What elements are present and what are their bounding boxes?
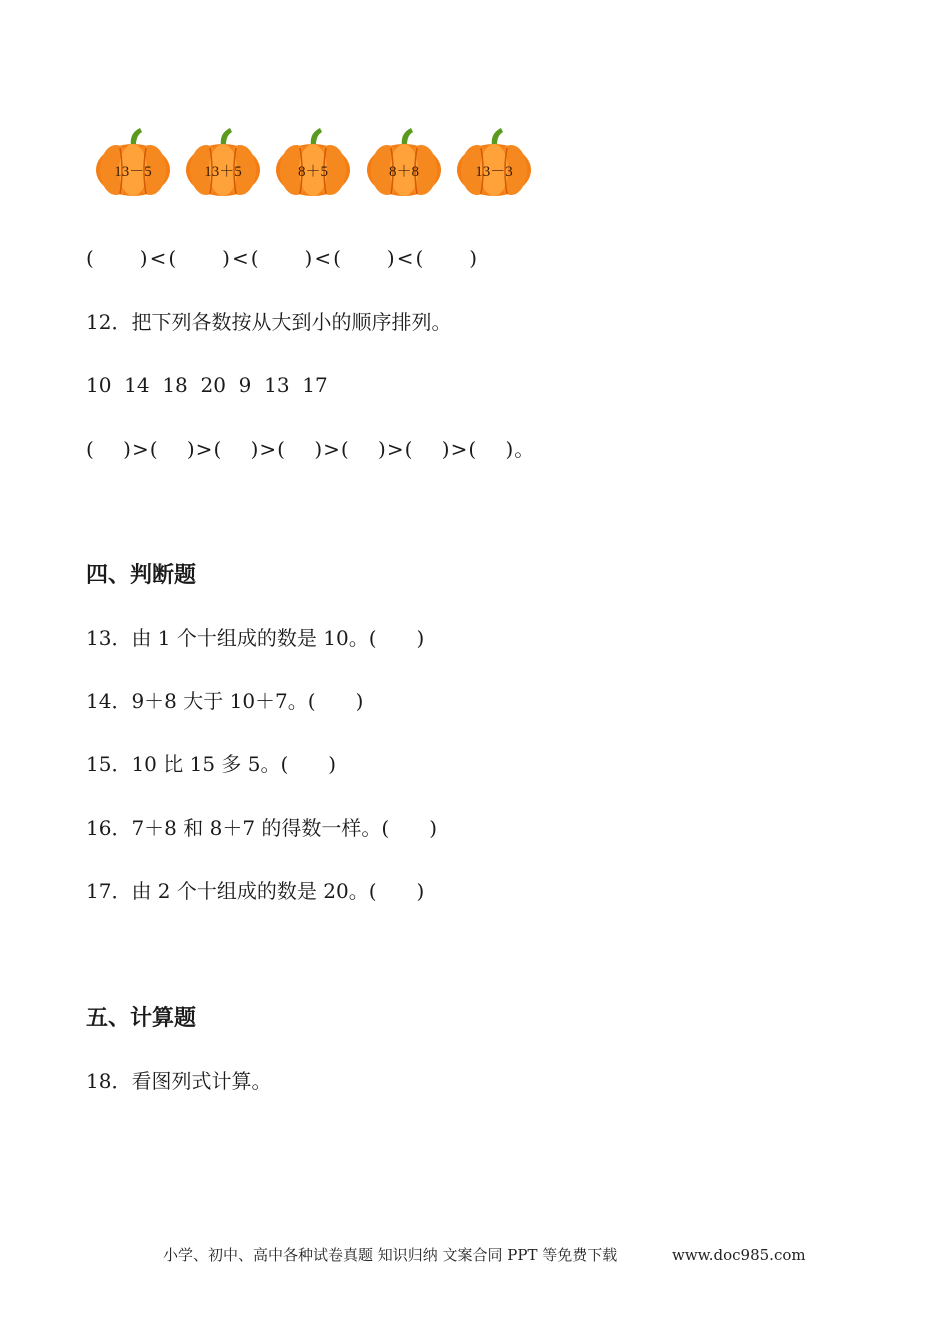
pumpkin-2 — [184, 124, 262, 196]
q14: 14．9＋8 大于 10＋7。( ) — [86, 689, 364, 713]
q17: 17．由 2 个十组成的数是 20。( ) — [86, 879, 425, 903]
q11-answer-line: ( )<( )<( )<( )<( ) — [86, 246, 480, 270]
q15: 15．10 比 15 多 5。( ) — [86, 752, 337, 776]
pumpkin-expression: 8＋8 — [388, 164, 419, 180]
pumpkin-5 — [455, 124, 533, 196]
footer-url[interactable]: www.doc985.com — [672, 1246, 806, 1264]
pumpkin-3 — [274, 124, 352, 196]
q18: 18．看图列式计算。 — [86, 1069, 272, 1093]
q12-prompt: 12．把下列各数按从大到小的顺序排列。 — [86, 310, 452, 334]
pumpkin-1 — [94, 124, 172, 196]
q12-numbers: 10 14 18 20 9 13 17 — [86, 373, 328, 397]
q12-answer-line: ( )>( )>( )>( )>( )>( )>( )。 — [86, 437, 536, 461]
pumpkin-expression: 8＋5 — [297, 164, 328, 180]
pumpkin-expression: 13－5 — [114, 164, 152, 180]
footer-text: 小学、初中、高中各种试卷真题 知识归纳 文案合同 PPT 等免费下载 — [163, 1246, 618, 1264]
q16: 16．7＋8 和 8＋7 的得数一样。( ) — [86, 816, 438, 840]
pumpkin-row — [94, 124, 554, 200]
section-4-title: 四、判断题 — [86, 562, 197, 588]
pumpkin-expression: 13＋5 — [204, 164, 242, 180]
pumpkin-expression: 13－3 — [475, 164, 513, 180]
q13: 13．由 1 个十组成的数是 10。( ) — [86, 626, 425, 650]
pumpkin-4 — [365, 124, 443, 196]
section-5-title: 五、计算题 — [86, 1005, 197, 1031]
